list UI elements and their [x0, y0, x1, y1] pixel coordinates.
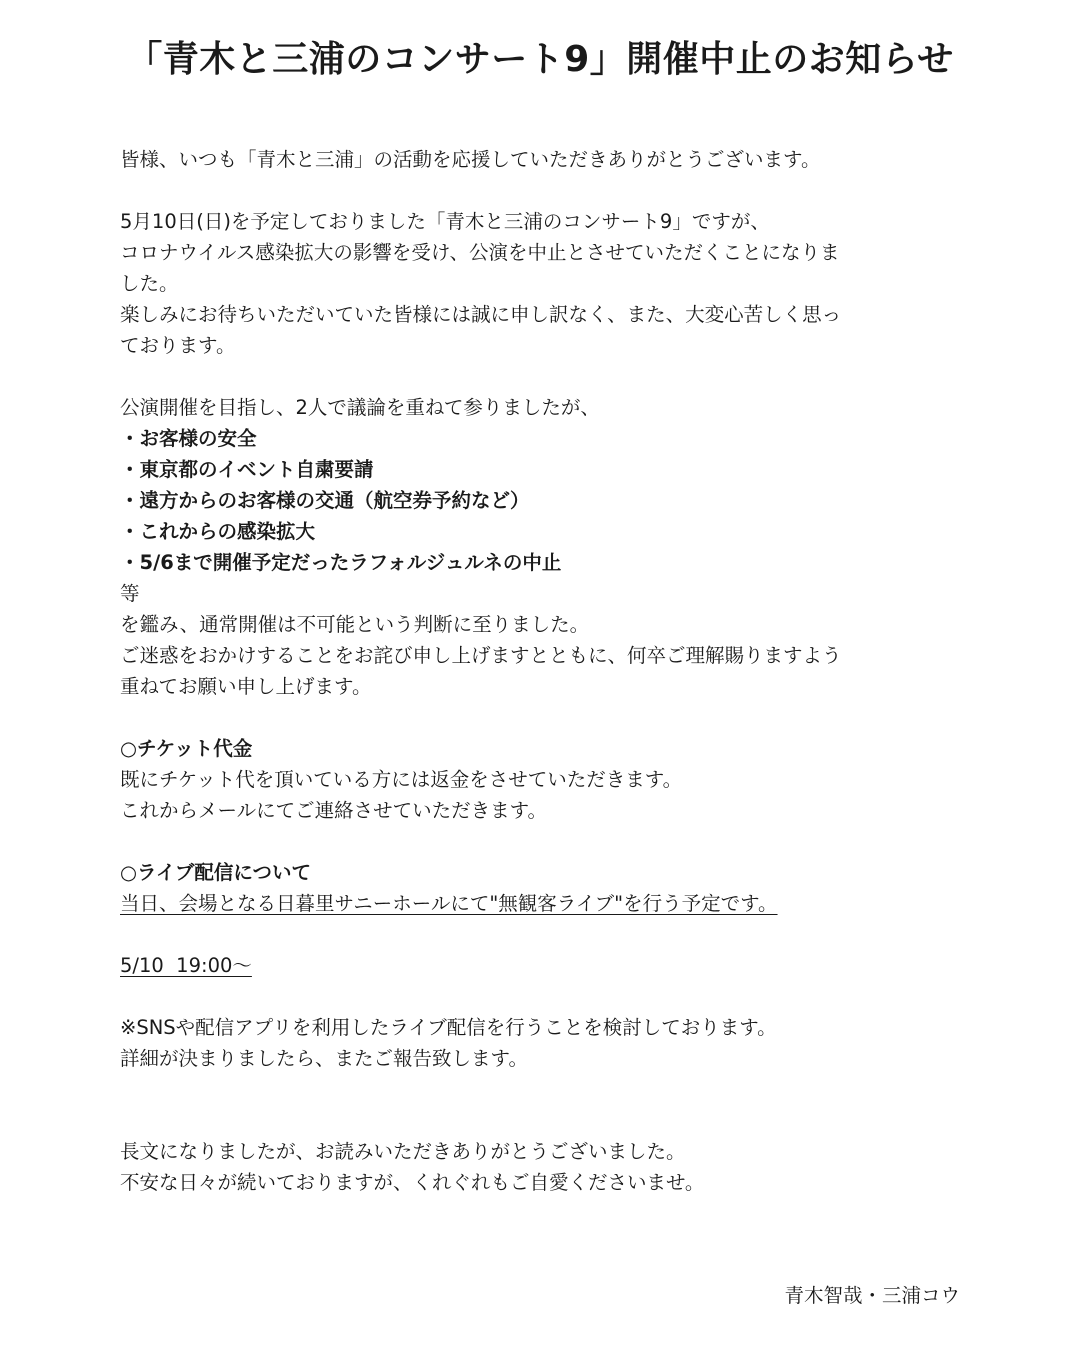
live-heading: ○ライブ配信について — [120, 861, 311, 884]
spacer — [120, 919, 960, 950]
spacer — [120, 826, 960, 857]
reason-list-item: ・5/6まで開催予定だったラフォルジュルネの中止 — [120, 551, 562, 574]
signature: 青木智哉・三浦コウ — [784, 1284, 960, 1307]
para2-intro: 公演開催を目指し、2人で議論を重ねて参りましたが、 — [120, 396, 600, 419]
reason-list-item: ・遠方からのお客様の交通（航空券予約など） — [120, 489, 530, 512]
spacer — [120, 361, 960, 392]
para2-line-1: を鑑み、通常開催は不可能という判断に至りました。 — [120, 613, 590, 636]
closing-line-1: 長文になりましたが、お読みいただきありがとうございました。 — [120, 1140, 686, 1163]
notice-body — [120, 144, 960, 1198]
live-note-1: ※SNSや配信アプリを利用したライブ配信を行うことを検討しております。 — [120, 1016, 777, 1039]
spacer — [120, 175, 960, 206]
spacer — [120, 1074, 960, 1136]
ticket-heading: ○チケット代金 — [120, 737, 253, 760]
para2-line-3: 重ねてお願い申し上げます。 — [120, 675, 372, 698]
live-note-2: 詳細が決まりましたら、またご報告致します。 — [120, 1047, 528, 1070]
greeting-text: 皆様、いつも「青木と三浦」の活動を応援していただきありがとうございます。 — [120, 148, 821, 171]
reason-list-item: ・これからの感染拡大 — [120, 520, 316, 543]
para1-line-3: した。 — [120, 272, 179, 295]
live-line-1: 当日、会場となる日暮里サニーホールにて"無観客ライブ"を行う予定です。 — [120, 892, 778, 915]
para1-line-5: ております。 — [120, 334, 236, 357]
closing-line-2: 不安な日々が続いておりますが、くれぐれもご自愛くださいませ。 — [120, 1171, 705, 1194]
para2-line-2: ご迷惑をおかけすることをお詫び申し上げますとともに、何卒ご理解賜りますよう — [120, 644, 842, 667]
spacer — [120, 981, 960, 1012]
reason-list-item: ・お客様の安全 — [120, 427, 257, 450]
reason-list-item: ・東京都のイベント自粛要請 — [120, 458, 374, 481]
spacer — [120, 702, 960, 733]
para2-etc: 等 — [120, 582, 140, 605]
ticket-line-1: 既にチケット代を頂いている方には返金をさせていただきます。 — [120, 768, 683, 791]
para1-line-1: 5月10日(日)を予定しておりました「青木と三浦のコンサート9」ですが、 — [120, 210, 770, 233]
para1-line-2: コロナウイルス感染拡大の影響を受け、公演を中止とさせていただくことになりま — [120, 241, 840, 264]
ticket-line-2: これからメールにてご連絡させていただきます。 — [120, 799, 548, 822]
notice-title: 「青木と三浦のコンサート9」開催中止のお知らせ — [126, 39, 954, 80]
live-datetime: 5/10 19:00〜 — [120, 954, 252, 977]
para1-line-4: 楽しみにお待ちいただいていた皆様には誠に申し訳なく、また、大変心苦しく思っ — [120, 303, 842, 326]
